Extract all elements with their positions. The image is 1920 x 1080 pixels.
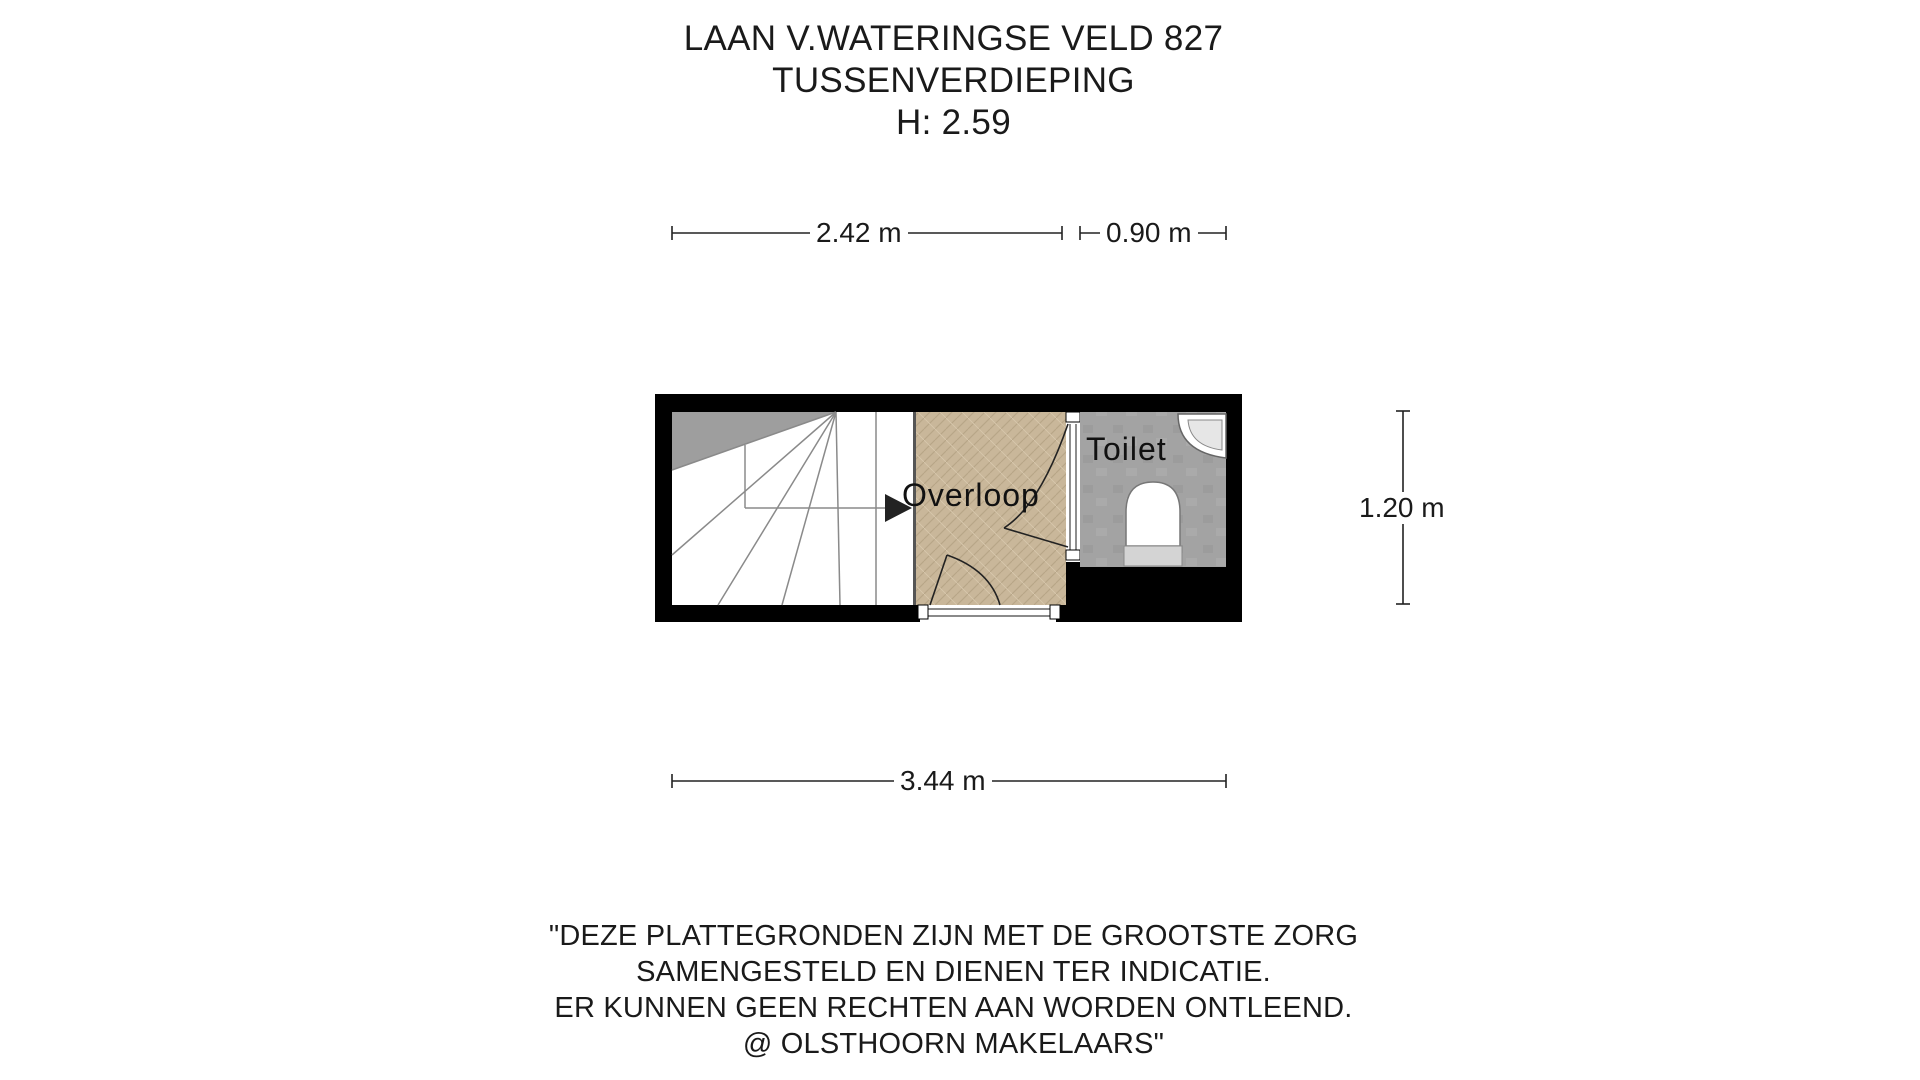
room-label-landing: Overloop	[902, 477, 1040, 513]
staircase	[672, 412, 915, 605]
dimension-label-top-right: 0.90 m	[1100, 217, 1198, 249]
disclaimer	[0, 918, 1907, 1062]
floor-title: TUSSENVERDIEPING	[772, 61, 1135, 100]
ceiling-height: H: 2.59	[896, 103, 1011, 142]
disclaimer-line-2: SAMENGESTELD EN DIENEN TER INDICATIE.	[636, 956, 1271, 988]
dimension-label-top-left: 2.42 m	[810, 217, 908, 249]
address-title: LAAN V.WATERINGSE VELD 827	[683, 19, 1224, 58]
toilet-bowl-icon	[1124, 482, 1182, 566]
disclaimer-line-3: ER KUNNEN GEEN RECHTEN AAN WORDEN ONTLEEND.	[554, 992, 1353, 1024]
dimension-label-depth: 1.20 m	[1353, 492, 1451, 524]
room-label-toilet: Toilet	[1086, 431, 1167, 467]
dimension-label-total: 3.44 m	[894, 765, 992, 797]
disclaimer-line-1: "DEZE PLATTEGRONDEN ZIJN MET DE GROOTSTE ZORG	[548, 920, 1359, 952]
disclaimer-line-4: @ OLSTHOORN MAKELAARS"	[742, 1028, 1165, 1060]
